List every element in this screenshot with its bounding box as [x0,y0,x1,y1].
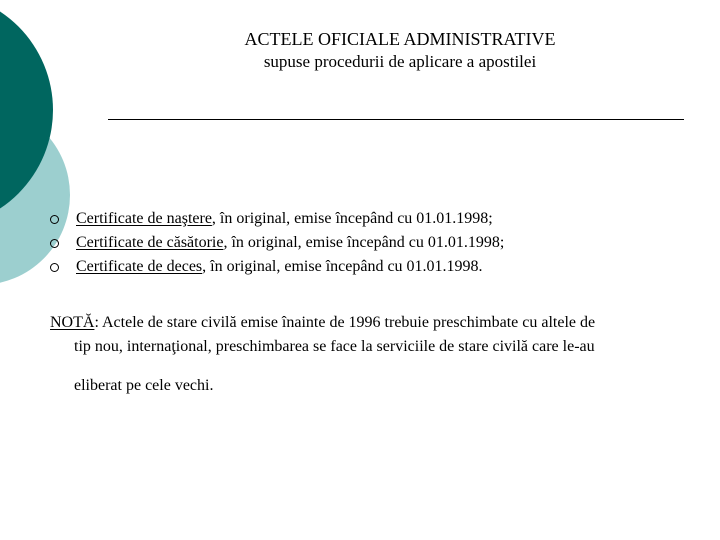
hollow-circle-icon [50,215,59,224]
list-item-text: , în original, emise începând cu 01.01.1998; [223,234,505,251]
header [130,28,670,72]
list-item-term: Certificate de deces [76,258,203,275]
list-item-term: Certificate de naştere [76,210,212,227]
title-divider [108,119,684,120]
list-item-text: , în original, emise începând cu 01.01.1998. [202,258,483,275]
note-text-line2: tip nou, internaţional, preschimbarea se face la serviciile de stare civilă care le-au [74,338,595,355]
note-separator: : [94,314,102,331]
page-subtitle: supuse procedurii de aplicare a apostilei [263,52,537,71]
list-item [50,231,690,255]
document-list [50,207,690,279]
page-title: ACTELE OFICIALE ADMINISTRATIVE [244,29,556,49]
list-item-term: Certificate de căsătorie [76,234,224,251]
note-label: NOTĂ [50,314,95,331]
list-item [50,255,690,279]
hollow-circle-icon [50,263,59,272]
note-text-line3: eliberat pe cele vechi. [74,377,214,394]
note-text-line1: Actele de stare civilă emise înainte de 1996 trebuie preschimbate cu altele de [102,314,596,331]
list-item [50,207,690,231]
list-item-text: , în original, emise începând cu 01.01.1998; [211,210,493,227]
hollow-circle-icon [50,239,59,248]
note-paragraph [50,311,690,398]
